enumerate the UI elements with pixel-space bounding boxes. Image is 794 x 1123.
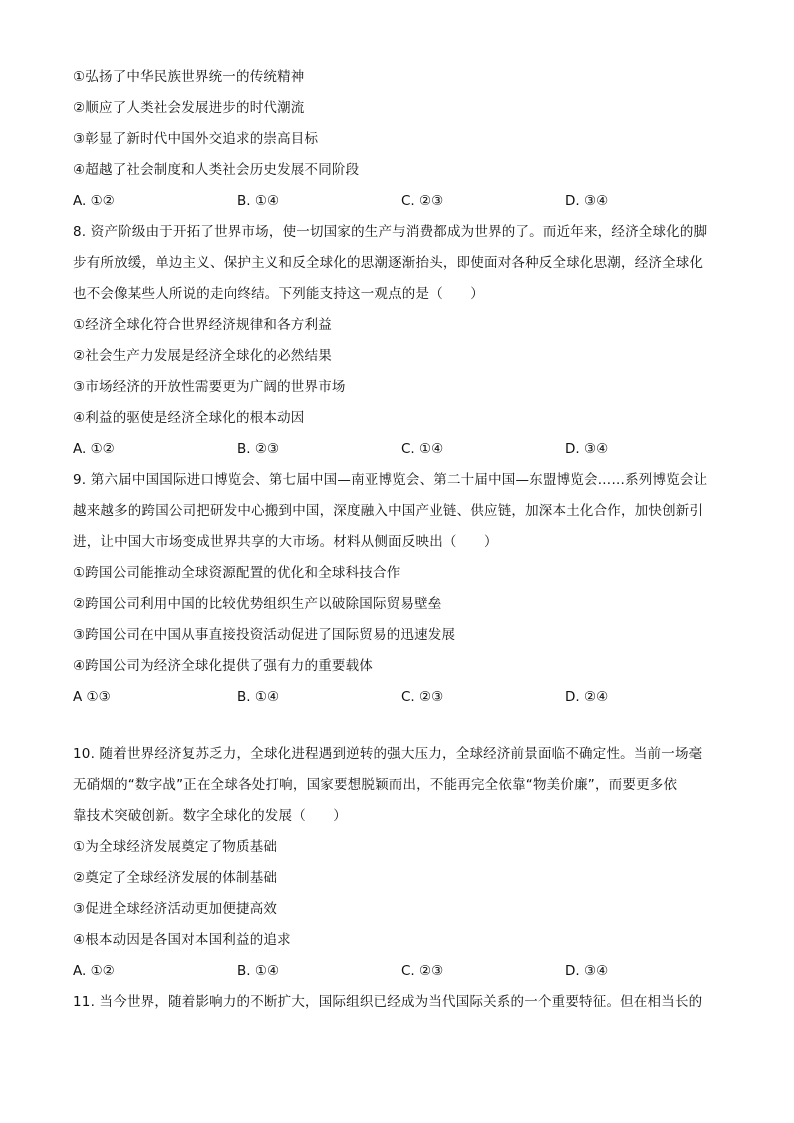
question-stem-line: 10. 随着世界经济复苏乏力，全球化进程遇到逆转的强大压力，全球经济前景面临不确定性。当前一场毫 xyxy=(73,746,703,762)
question-stem-line: 步有所放缓，单边主义、保护主义和反全球化的思潮逐渐抬头，即使面对各种反全球化思潮，经济全球化 xyxy=(73,255,704,271)
question-stem-line: 8. 资产阶级由于开拓了世界市场，使一切国家的生产与消费都成为世界的了。而近年来，经济全球化的脚 xyxy=(73,224,708,240)
option-3: ③市场经济的开放性需要更为广阔的世界市场 xyxy=(73,379,346,395)
question-8-choices xyxy=(73,434,733,465)
option-2: ②顺应了人类社会发展进步的时代潮流 xyxy=(73,100,305,116)
question-stem-line: 11. 当今世界，随着影响力的不断扩大，国际组织已经成为当代国际关系的一个重要特征。但在相当长的 xyxy=(73,994,703,1010)
spacer xyxy=(73,713,733,739)
choice-b: B. ②③ xyxy=(237,441,280,457)
choice-d: D. ③④ xyxy=(565,193,609,209)
question-10-choices xyxy=(73,956,733,987)
question-stem-line: 越来越多的跨国公司把研发中心搬到中国，深度融入中国产业链、供应链，加深本土化合作，加快创新引 xyxy=(73,503,704,519)
question-11 xyxy=(73,987,733,1018)
choice-d: D. ②④ xyxy=(565,689,609,705)
question-7-options xyxy=(73,62,733,186)
option-3: ③彰显了新时代中国外交追求的崇高目标 xyxy=(73,131,319,147)
option-1: ①经济全球化符合世界经济规律和各方利益 xyxy=(73,317,332,333)
option-2: ②奠定了全球经济发展的体制基础 xyxy=(73,870,278,886)
option-3: ③促进全球经济活动更加便捷高效 xyxy=(73,901,278,917)
choice-c: C. ②③ xyxy=(401,193,444,209)
question-stem-line: 靠技术突破创新。数字全球化的发展（ ） xyxy=(73,808,347,824)
option-3: ③跨国公司在中国从事直接投资活动促进了国际贸易的迅速发展 xyxy=(73,627,456,643)
exam-page xyxy=(73,62,733,1018)
question-8 xyxy=(73,217,733,465)
choice-a: A. ①② xyxy=(73,441,115,457)
question-9 xyxy=(73,465,733,713)
question-stem-line: 进，让中国大市场变成世界共享的大市场。材料从侧面反映出（ ） xyxy=(73,534,498,550)
choice-a: A. ①② xyxy=(73,963,115,979)
question-stem-line: 无硝烟的“数字战”正在全球各处打响，国家要想脱颖而出，不能再完全依靠“物美价廉”，而要更多依 xyxy=(73,777,678,793)
choice-d: D. ③④ xyxy=(565,441,609,457)
choice-b: B. ①④ xyxy=(237,193,280,209)
question-10 xyxy=(73,739,733,987)
option-2: ②跨国公司利用中国的比较优势组织生产以破除国际贸易壁垒 xyxy=(73,596,442,612)
question-9-choices xyxy=(73,682,733,713)
option-1: ①为全球经济发展奠定了物质基础 xyxy=(73,839,278,855)
option-4: ④跨国公司为经济全球化提供了强有力的重要载体 xyxy=(73,658,374,674)
choice-a: A ①③ xyxy=(73,689,111,705)
choice-b: B. ①④ xyxy=(237,689,280,705)
choice-b: B. ①④ xyxy=(237,963,280,979)
option-4: ④超越了社会制度和人类社会历史发展不同阶段 xyxy=(73,162,360,178)
choice-c: C. ①④ xyxy=(401,441,444,457)
question-stem-line: 9. 第六届中国国际进口博览会、第七届中国—南亚博览会、第二十届中国—东盟博览会……系列博览会让 xyxy=(73,472,708,488)
question-7-choices xyxy=(73,186,733,217)
choice-d: D. ③④ xyxy=(565,963,609,979)
option-4: ④根本动因是各国对本国利益的追求 xyxy=(73,932,291,948)
choice-c: C. ②③ xyxy=(401,963,444,979)
option-1: ①跨国公司能推动全球资源配置的优化和全球科技合作 xyxy=(73,565,401,581)
option-4: ④利益的驱使是经济全球化的根本动因 xyxy=(73,410,305,426)
option-2: ②社会生产力发展是经济全球化的必然结果 xyxy=(73,348,332,364)
option-1: ①弘扬了中华民族世界统一的传统精神 xyxy=(73,69,305,85)
choice-c: C. ②③ xyxy=(401,689,444,705)
question-stem-line: 也不会像某些人所说的走向终结。下列能支持这一观点的是（ ） xyxy=(73,286,484,302)
choice-a: A. ①② xyxy=(73,193,115,209)
